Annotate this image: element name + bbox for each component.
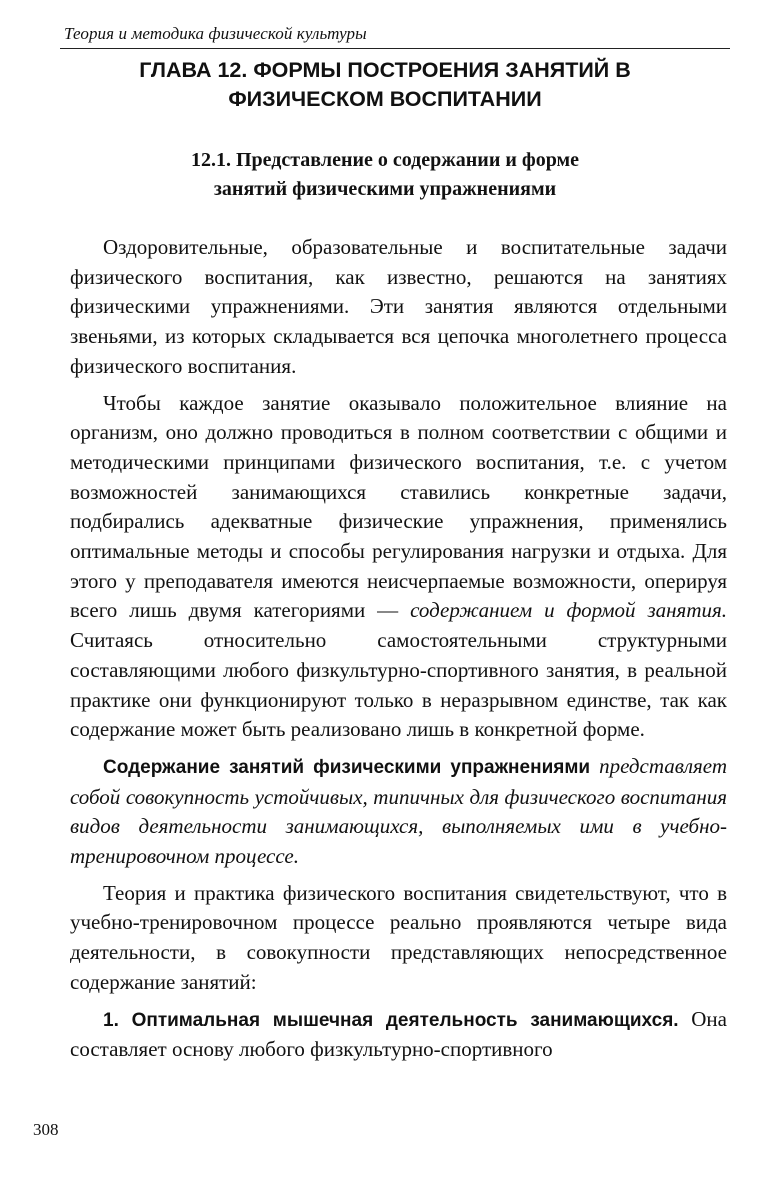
list-item-1-text: Она составляет основу любого физкультурно-спортивного	[70, 1006, 727, 1062]
definition-text: представляет собой совокупность устойчивых, типичных для физического воспитания видов деятельности занимающихся, выполняемых ими в учебно-тренировочном процессе.	[70, 753, 727, 869]
paragraph-5	[70, 1005, 727, 1065]
list-item-1-heading: 1. Оптимальная мышечная деятельность занимающихся.	[103, 1009, 679, 1031]
paragraph-3-definition	[70, 752, 727, 872]
paragraph-2-text-a: Чтобы каждое занятие оказывало положительное влияние на организм, оно должно проводиться в полном соответствии с общими и методическими принципами физического воспитания, т.е. с учетом возможностей занимающихся ставились конкретные задачи, подбирались адекватные физические упражнения, применялись оптимальные методы и способы регулирования нагрузки и отдыха. Для этого у преподавателя имеются неисчерпаемые возможности, оперируя всего лишь двумя категориями —	[70, 390, 727, 623]
chapter-title	[60, 56, 710, 114]
body-text	[70, 233, 727, 1065]
definition-term: Содержание занятий физическими упражнениями	[103, 756, 591, 778]
paragraph-4: Теория и практика физического воспитания свидетельствуют, что в учебно-тренировочном процессе реально проявляются четыре вида деятельности, в совокупности представляющих непосредственное содержание занятий:	[70, 880, 727, 994]
page-number: 308	[33, 1120, 59, 1139]
paragraph-2-text-c: Считаясь относительно самостоятельными структурными составляющими любого физкультурно-спортивного занятия, в реальной практике они функционируют только в неразрывном единстве, так как содержание может быть реализовано лишь в конкретной форме.	[70, 628, 727, 742]
paragraph-2-italic-term: содержанием и формой занятия.	[410, 598, 727, 623]
section-title-line-1: 12.1. Представление о содержании и форме	[190, 149, 580, 171]
section-title	[60, 146, 710, 204]
chapter-title-line-2: ФИЗИЧЕСКОМ ВОСПИТАНИИ	[228, 87, 542, 111]
paragraph-1: Оздоровительные, образовательные и воспитательные задачи физического воспитания, как известно, решаются на занятиях физическими упражнениями. Эти занятия являются отдельными звеньями, из которых складывается вся цепочка многолетнего процесса физического воспитания.	[70, 235, 727, 378]
paragraph-2	[70, 389, 727, 745]
section-title-line-2: занятий физическими упражнениями	[213, 178, 557, 200]
running-head: Теория и методика физической культуры	[64, 24, 367, 43]
chapter-title-line-1: ГЛАВА 12. ФОРМЫ ПОСТРОЕНИЯ ЗАНЯТИЙ В	[139, 58, 631, 82]
header-rule	[60, 48, 730, 49]
